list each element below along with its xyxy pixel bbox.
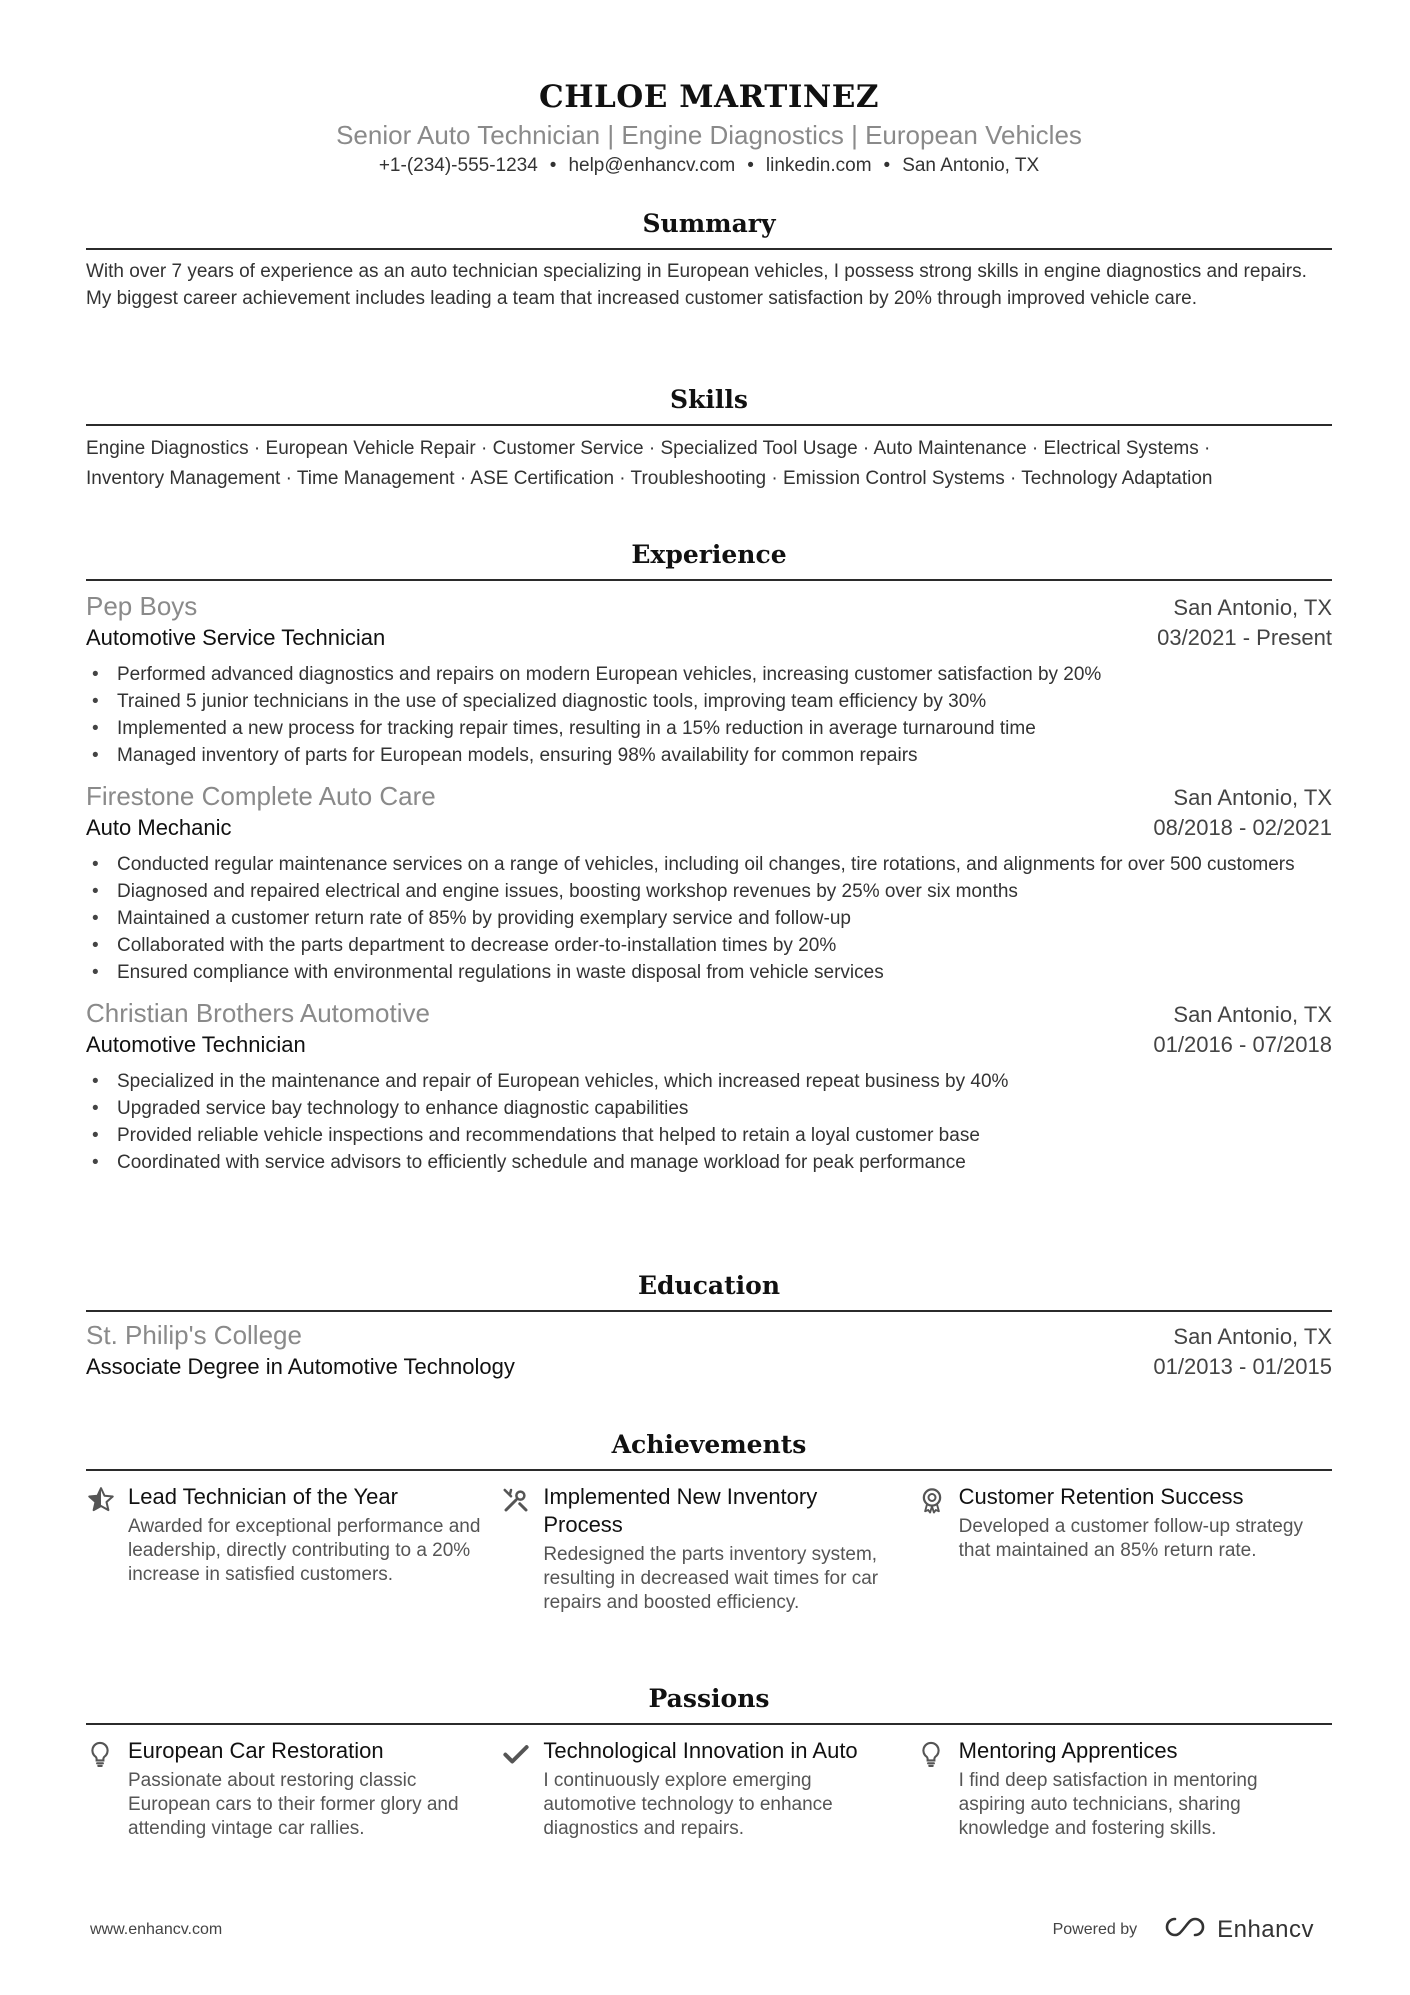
job-location: San Antonio, TX (1173, 595, 1332, 620)
education-header-row (86, 1320, 1332, 1354)
list-item: • Diagnosed and repaired electrical and engine issues, boosting workshop revenues by 25% over six months (86, 878, 1332, 905)
job-title: Automotive Technician (86, 1032, 306, 1057)
achievement-item (917, 1483, 1332, 1615)
powered-by-label: Powered by (1052, 1920, 1138, 1938)
education-location: San Antonio, TX (1173, 1324, 1332, 1349)
check-icon (501, 1737, 543, 1841)
skills-section (86, 382, 1332, 494)
passion-item (86, 1737, 501, 1841)
education-degree: Associate Degree in Automotive Technology (86, 1354, 515, 1379)
passion-description: Passionate about restoring classic European cars to their former glory and attending vintage car rallies. (128, 1770, 459, 1839)
list-item: • Specialized in the maintenance and repair of European vehicles, which increased repeat business by 40% (86, 1068, 1332, 1095)
job-location: San Antonio, TX (1173, 1002, 1332, 1027)
job-dates: 01/2016 - 07/2018 (1153, 1032, 1332, 1057)
achievement-item (501, 1483, 916, 1615)
achievements-section (86, 1427, 1332, 1615)
job-dates: 03/2021 - Present (1157, 625, 1332, 650)
job-bullets (86, 661, 1332, 769)
section-title-passions: Passions (648, 1684, 770, 1713)
list-item: • Upgraded service bay technology to enhance diagnostic capabilities (86, 1095, 1332, 1122)
job-role-row (86, 1032, 1332, 1066)
passion-title: Technological Innovation in Auto (543, 1738, 858, 1763)
lightbulb-icon (86, 1737, 128, 1841)
section-divider (86, 248, 1332, 250)
achievements-grid (86, 1483, 1332, 1615)
passion-title: Mentoring Apprentices (958, 1738, 1178, 1763)
section-divider (86, 1310, 1332, 1312)
list-item: • Ensured compliance with environmental regulations in waste disposal from vehicle services (86, 959, 1332, 986)
job-entry (86, 781, 1332, 986)
summary-text: With over 7 years of experience as an auto technician specializing in European vehicles, I possess strong skills in engine diagnostics and repairs. My biggest career achievement includes leading a team that increased customer satisfaction by 20% through improved vehicle care. (86, 261, 1307, 309)
passions-section (86, 1681, 1332, 1841)
job-company: Christian Brothers Automotive (86, 998, 430, 1028)
section-title-achievements: Achievements (611, 1430, 807, 1459)
list-item: • Coordinated with service advisors to efficiently schedule and manage workload for peak performance (86, 1149, 1332, 1176)
education-dates: 01/2013 - 01/2015 (1153, 1354, 1332, 1379)
resume-header (86, 76, 1332, 180)
passion-title: European Car Restoration (128, 1738, 384, 1763)
achievement-title: Implemented New Inventory Process (543, 1484, 818, 1537)
list-item: • Trained 5 junior technicians in the use of specialized diagnostic tools, improving team efficiency by 30% (86, 688, 1332, 715)
section-divider (86, 579, 1332, 581)
contact-linkedin[interactable]: linkedin.com (765, 155, 872, 176)
achievement-title: Lead Technician of the Year (128, 1484, 398, 1509)
contact-email[interactable]: help@enhancv.com (568, 155, 736, 176)
passion-description: I find deep satisfaction in mentoring aspiring auto technicians, sharing knowledge and fostering skills. (958, 1770, 1258, 1839)
list-item: • Maintained a customer return rate of 85% by providing exemplary service and follow-up (86, 905, 1332, 932)
section-title-skills: Skills (670, 385, 748, 414)
list-item: • Implemented a new process for tracking repair times, resulting in a 15% reduction in average turnaround time (86, 715, 1332, 742)
education-school: St. Philip's College (86, 1320, 302, 1350)
section-title-experience: Experience (631, 540, 787, 569)
list-item: • Managed inventory of parts for European models, ensuring 98% availability for common repairs (86, 742, 1332, 769)
job-role-row (86, 625, 1332, 659)
passion-description: I continuously explore emerging automotive technology to enhance diagnostics and repairs. (543, 1770, 833, 1839)
education-degree-row (86, 1354, 1332, 1388)
achievement-item (86, 1483, 501, 1615)
resume-page (86, 76, 1332, 1839)
list-item: • Performed advanced diagnostics and repairs on modern European vehicles, increasing customer satisfaction by 20% (86, 661, 1332, 688)
section-title-education: Education (637, 1271, 781, 1300)
passion-item (501, 1737, 916, 1841)
job-company: Firestone Complete Auto Care (86, 781, 436, 811)
lightbulb-icon (917, 1737, 959, 1841)
skills-line-1: Engine Diagnostics · European Vehicle Repair · Customer Service · Specialized Tool Usage · Auto Maintenance · Electrical Systems · (86, 438, 1211, 459)
separator-dot: • (883, 155, 891, 176)
job-bullets (86, 1068, 1332, 1176)
summary-section (86, 206, 1332, 312)
skills-line-2: Inventory Management · Time Management · ASE Certification · Troubleshooting · Emission Control Systems · Technology Adaptation (86, 468, 1213, 489)
section-divider (86, 424, 1332, 426)
footer-website-link[interactable]: www.enhancv.com (90, 1920, 223, 1938)
page-footer (90, 1915, 1314, 1944)
candidate-name: CHLOE MARTINEZ (539, 79, 879, 115)
passion-item (917, 1737, 1332, 1841)
section-divider (86, 1469, 1332, 1471)
job-dates: 08/2018 - 02/2021 (1153, 815, 1332, 840)
enhancv-brand-name[interactable]: Enhancv (1217, 1915, 1314, 1943)
contact-phone: +1-(234)-555-1234 (378, 155, 538, 176)
section-title-summary: Summary (642, 209, 776, 238)
separator-dot: • (549, 155, 557, 176)
candidate-headline: Senior Auto Technician | Engine Diagnostics | European Vehicles (336, 120, 1082, 150)
passions-grid (86, 1737, 1332, 1841)
achievement-title: Customer Retention Success (958, 1484, 1244, 1509)
star-icon (86, 1483, 128, 1615)
contact-line (86, 152, 1332, 180)
separator-dot: • (747, 155, 754, 176)
list-item: • Provided reliable vehicle inspections and recommendations that helped to retain a loyal customer base (86, 1122, 1332, 1149)
footer-brand (1053, 1915, 1314, 1944)
list-item: • Conducted regular maintenance services on a range of vehicles, including oil changes, tire rotations, and alignments for over 500 customers (86, 851, 1332, 878)
job-role-row (86, 815, 1332, 849)
achievement-description: Redesigned the parts inventory system, resulting in decreased wait times for car repairs and boosted efficiency. (543, 1544, 879, 1613)
education-section (86, 1268, 1332, 1388)
job-header-row (86, 781, 1332, 815)
list-item: • Collaborated with the parts department to decrease order-to-installation times by 20% (86, 932, 1332, 959)
job-header-row (86, 998, 1332, 1032)
job-entry (86, 998, 1332, 1176)
enhancv-logo-icon (1161, 1915, 1209, 1944)
tools-icon (501, 1483, 543, 1615)
job-location: San Antonio, TX (1173, 785, 1332, 810)
job-header-row (86, 591, 1332, 625)
job-bullets (86, 851, 1332, 986)
job-title: Auto Mechanic (86, 815, 232, 840)
job-entry (86, 591, 1332, 769)
job-title: Automotive Service Technician (86, 625, 386, 650)
job-company: Pep Boys (86, 591, 198, 621)
award-icon (917, 1483, 959, 1615)
achievement-description: Developed a customer follow-up strategy that maintained an 85% return rate. (958, 1516, 1303, 1561)
contact-location: San Antonio, TX (902, 155, 1040, 176)
experience-section (86, 537, 1332, 1176)
education-entry (86, 1320, 1332, 1388)
section-divider (86, 1723, 1332, 1725)
achievement-description: Awarded for exceptional performance and leadership, directly contributing to a 20% increase in satisfied customers. (128, 1516, 481, 1585)
